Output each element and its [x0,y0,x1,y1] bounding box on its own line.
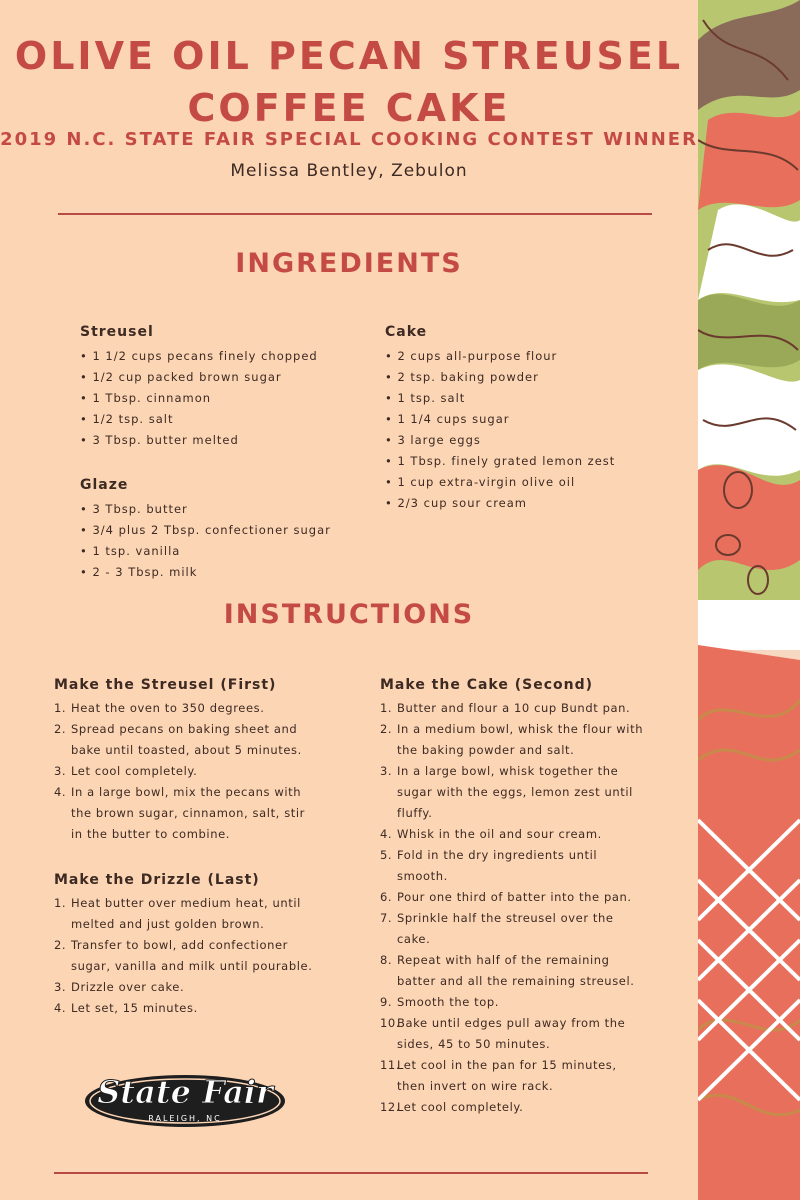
step-number: 2. [54,938,67,952]
step-text: In a large bowl, mix the pecans with the brown sugar, cinnamon, salt, stir in the butter to combine. [71,785,306,841]
list-item [54,761,316,782]
step-text: Heat the oven to 350 degrees. [71,701,265,715]
step-text: Bake until edges pull away from the sides, 45 to 50 minutes. [397,1016,626,1051]
step-number: 3. [54,764,67,778]
list-item: • 1 Tbsp. finely grated lemon zest [385,451,675,472]
drizzle-steps-list [54,893,316,1019]
step-number: 4. [380,827,393,841]
step-number: 1. [380,701,393,715]
cake-ingredients-list [385,346,675,514]
list-item: • 2/3 cup sour cream [385,493,675,514]
step-text: Butter and flour a 10 cup Bundt pan. [397,701,631,715]
list-item: • 3 Tbsp. butter [80,499,360,520]
step-text: Heat butter over medium heat, until melted and just golden brown. [71,896,301,931]
list-item [54,998,316,1019]
list-item: • 1 1/2 cups pecans finely chopped [80,346,360,367]
step-number: 8. [380,953,393,967]
step-text: Whisk in the oil and sour cream. [397,827,602,841]
list-item [380,908,648,950]
step-text: Let cool completely. [397,1100,524,1114]
streusel-steps-list [54,698,316,845]
step-number: 1. [54,701,67,715]
glaze-ingredients-list [80,499,360,583]
list-item [380,1013,648,1055]
decorative-art-strip [698,0,800,1200]
list-item: • 2 - 3 Tbsp. milk [80,562,360,583]
step-text: Repeat with half of the remaining batter and all the remaining streusel. [397,953,635,988]
list-item: • 1 1/4 cups sugar [385,409,675,430]
cake-ingredients-title: Cake [385,324,428,340]
list-item: • 2 tsp. baking powder [385,367,675,388]
glaze-ingredients-title: Glaze [80,477,129,493]
list-item: • 1/2 tsp. salt [80,409,360,430]
drizzle-steps-title: Make the Drizzle (Last) [54,872,260,888]
list-item [54,893,316,935]
logo-wordmark: State Fair [97,1073,273,1111]
step-number: 3. [380,764,393,778]
step-number: 4. [54,1001,67,1015]
list-item [380,887,648,908]
list-item [380,992,648,1013]
step-text: In a medium bowl, whisk the flour with the baking powder and salt. [397,722,644,757]
list-item [380,698,648,719]
list-item [380,719,648,761]
step-number: 10. [380,1016,401,1030]
step-number: 4. [54,785,67,799]
list-item: • 2 cups all-purpose flour [385,346,675,367]
step-text: Transfer to bowl, add confectioner sugar, vanilla and milk until pourable. [71,938,313,973]
step-number: 6. [380,890,393,904]
step-number: 5. [380,848,393,862]
step-number: 3. [54,980,67,994]
list-item [54,977,316,998]
list-item [54,782,316,845]
author-line: Melissa Bentley, Zebulon [230,161,468,181]
step-text: In a large bowl, whisk together the sugar with the eggs, lemon zest until fluffy. [397,764,633,820]
ingredients-heading: INGREDIENTS [235,248,463,279]
step-number: 7. [380,911,393,925]
list-item [54,719,316,761]
list-item [54,698,316,719]
step-text: Pour one third of batter into the pan. [397,890,632,904]
title-line-2: COFFEE CAKE [187,86,511,130]
step-text: Spread pecans on baking sheet and bake until toasted, about 5 minutes. [71,722,302,757]
step-text: Smooth the top. [397,995,500,1009]
cake-steps-title: Make the Cake (Second) [380,677,594,693]
divider-top [58,213,652,215]
step-number: 9. [380,995,393,1009]
step-number: 1. [54,896,67,910]
list-item: • 3 large eggs [385,430,675,451]
list-item: • 1 tsp. salt [385,388,675,409]
contest-subtitle: 2019 N.C. STATE FAIR SPECIAL COOKING CONTEST WINNER [0,129,698,150]
logo-location: RALEIGH, NC [148,1114,222,1123]
list-item [380,845,648,887]
step-number: 2. [380,722,393,736]
step-text: Drizzle over cake. [71,980,185,994]
list-item: • 3/4 plus 2 Tbsp. confectioner sugar [80,520,360,541]
step-text: Let cool completely. [71,764,198,778]
list-item [380,1055,648,1097]
streusel-steps-title: Make the Streusel (First) [54,677,277,693]
streusel-ingredients-title: Streusel [80,324,154,340]
list-item: • 3 Tbsp. butter melted [80,430,360,451]
divider-bottom [54,1172,648,1174]
instructions-heading: INSTRUCTIONS [223,599,475,630]
list-item: • 1 Tbsp. cinnamon [80,388,360,409]
streusel-ingredients-list [80,346,360,451]
step-text: Sprinkle half the streusel over the cake. [397,911,614,946]
state-fair-logo [80,1063,290,1133]
step-number: 12. [380,1100,401,1114]
step-number: 11. [380,1058,401,1072]
list-item: • 1 cup extra-virgin olive oil [385,472,675,493]
step-text: Let set, 15 minutes. [71,1001,198,1015]
title-line-1: OLIVE OIL PECAN STREUSEL [14,34,684,78]
step-text: Let cool in the pan for 15 minutes, then invert on wire rack. [397,1058,617,1093]
step-number: 2. [54,722,67,736]
list-item: • 1/2 cup packed brown sugar [80,367,360,388]
list-item [380,824,648,845]
list-item [54,935,316,977]
list-item [380,1097,648,1118]
step-text: Fold in the dry ingredients until smooth. [397,848,598,883]
list-item [380,950,648,992]
list-item [380,761,648,824]
cake-steps-list [380,698,648,1118]
list-item: • 1 tsp. vanilla [80,541,360,562]
